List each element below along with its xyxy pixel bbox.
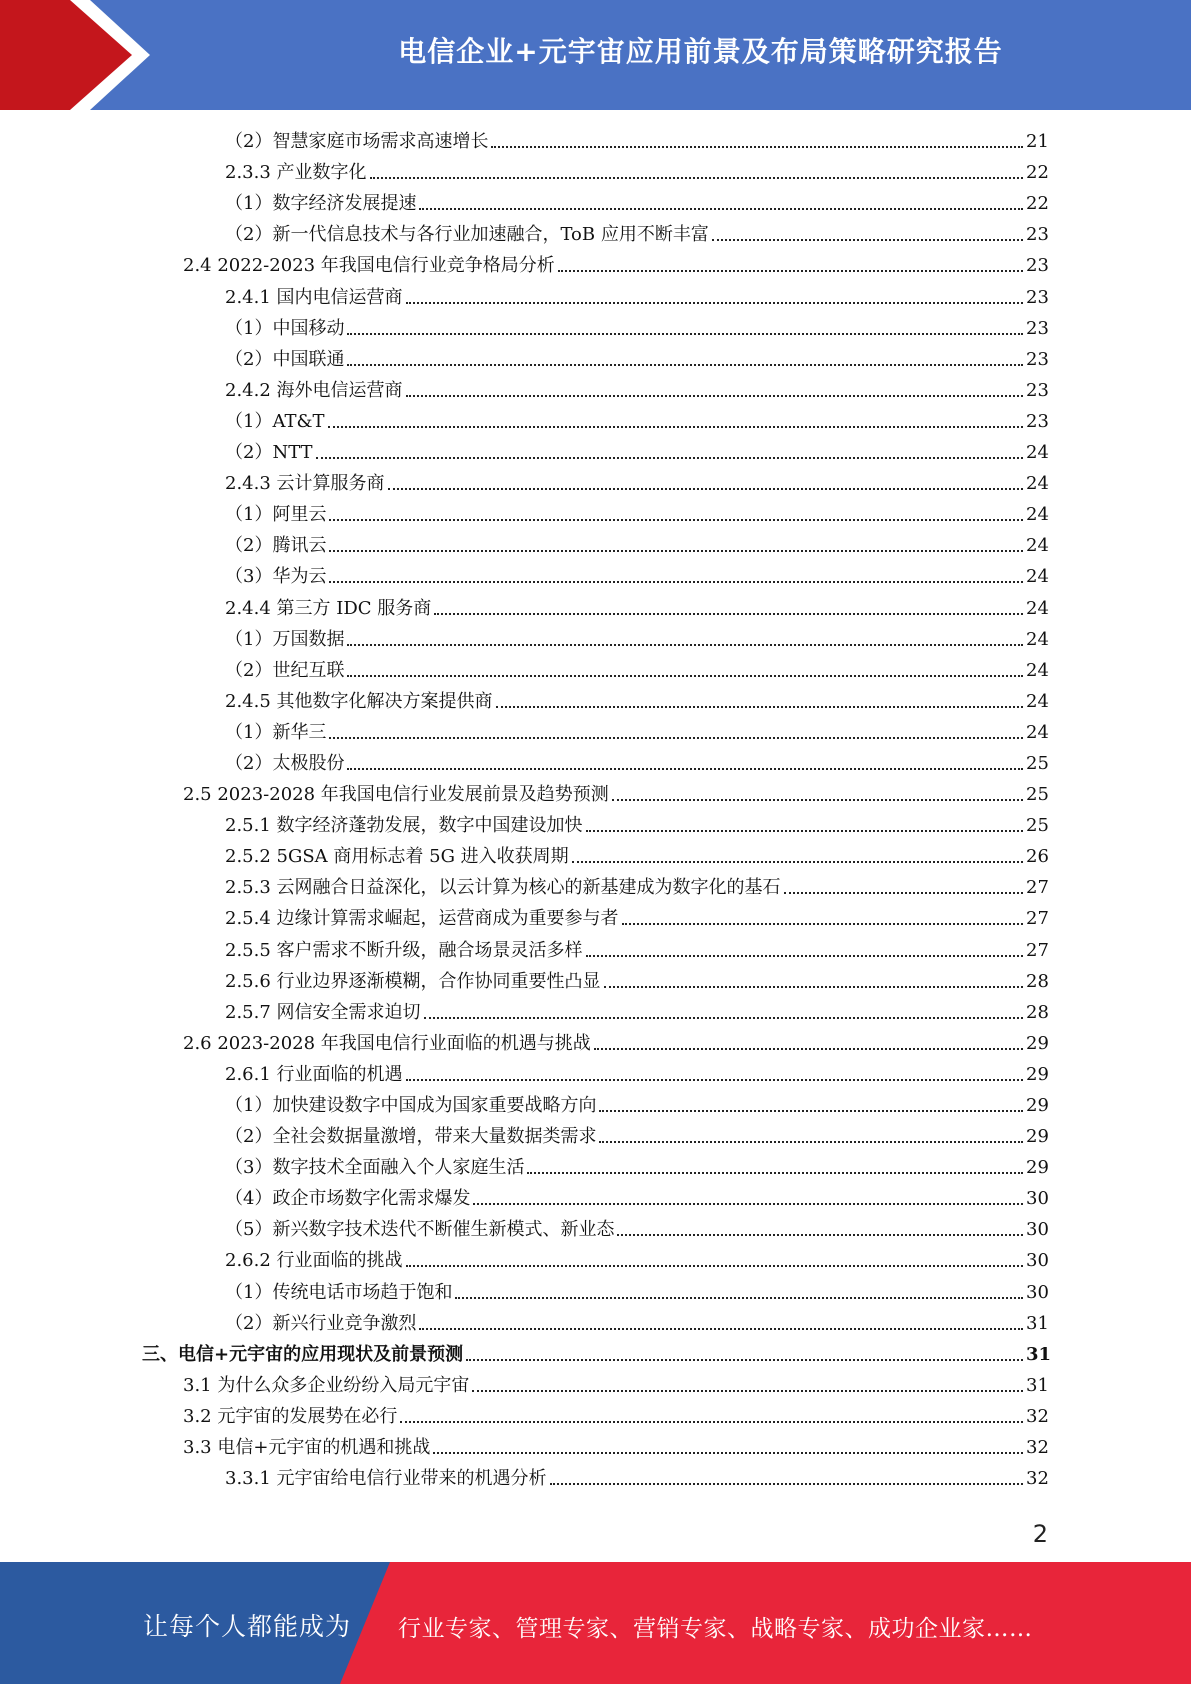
toc-entry-title: （2）NTT <box>225 442 313 464</box>
toc-entry[interactable] <box>0 965 1191 996</box>
toc-entry-title: 三、电信+元宇宙的应用现状及前景预测 <box>142 1343 464 1365</box>
toc-entry[interactable] <box>0 280 1191 311</box>
toc-entry[interactable] <box>0 623 1191 654</box>
toc-entry-title: 2.4.5 其他数字化解决方案提供商 <box>225 690 493 712</box>
toc-entry[interactable] <box>0 1182 1191 1213</box>
toc-entry-title: （3）数字技术全面融入个人家庭生活 <box>225 1157 525 1179</box>
toc-dot-leader <box>527 1172 1023 1174</box>
toc-dot-leader <box>347 768 1023 770</box>
toc-entry-title: （2）太极股份 <box>225 752 345 774</box>
toc-entry-page: 21 <box>1026 131 1049 153</box>
toc-dot-leader <box>599 1110 1023 1112</box>
toc-entry-title: 2.5.4 边缘计算需求崛起，运营商成为重要参与者 <box>225 908 619 930</box>
toc-entry[interactable] <box>0 716 1191 747</box>
toc-entry[interactable] <box>0 1120 1191 1151</box>
page-number: 2 <box>1032 1520 1048 1548</box>
toc-dot-leader <box>424 1017 1023 1019</box>
toc-dot-leader <box>400 1421 1023 1423</box>
toc-dot-leader <box>388 488 1023 490</box>
toc-entry[interactable] <box>0 591 1191 622</box>
toc-entry-title: （1）中国移动 <box>225 317 345 339</box>
toc-entry[interactable] <box>0 374 1191 405</box>
toc-entry[interactable] <box>0 1307 1191 1338</box>
toc-entry-page: 32 <box>1026 1405 1049 1427</box>
toc-entry[interactable] <box>0 125 1191 156</box>
toc-dot-leader <box>329 581 1023 583</box>
toc-entry-title: 2.6 2023-2028 年我国电信行业面临的机遇与挑战 <box>183 1032 591 1054</box>
toc-entry-title: （5）新兴数字技术迭代不断催生新模式、新业态 <box>225 1219 615 1241</box>
toc-entry-page: 27 <box>1026 908 1049 930</box>
toc-entry-page: 24 <box>1026 473 1049 495</box>
toc-entry-page: 28 <box>1026 1001 1049 1023</box>
toc-entry-title: （1）万国数据 <box>225 628 345 650</box>
header-arrow-red-icon <box>0 0 140 110</box>
toc-entry-title: （4）政企市场数字化需求爆发 <box>225 1188 471 1210</box>
toc-dot-leader <box>586 830 1023 832</box>
toc-dot-leader <box>347 675 1023 677</box>
report-title: 电信企业+元宇宙应用前景及布局策略研究报告 <box>398 35 1003 68</box>
toc-entry-page: 29 <box>1026 1157 1049 1179</box>
toc-entry-page: 29 <box>1026 1032 1049 1054</box>
toc-entry-page: 24 <box>1026 659 1049 681</box>
toc-entry[interactable] <box>0 218 1191 249</box>
toc-dot-leader <box>617 1234 1023 1236</box>
toc-entry-title: （2）新一代信息技术与各行业加速融合，ToB 应用不断丰富 <box>225 224 709 246</box>
toc-dot-leader <box>329 519 1023 521</box>
toc-entry-title: （2）智慧家庭市场需求高速增长 <box>225 131 489 153</box>
toc-entry-page: 26 <box>1026 846 1049 868</box>
toc-entry-page: 22 <box>1026 193 1049 215</box>
toc-dot-leader <box>558 270 1023 272</box>
toc-dot-leader <box>347 333 1023 335</box>
toc-entry-title: 3.2 元宇宙的发展势在必行 <box>183 1405 398 1427</box>
toc-entry[interactable] <box>0 467 1191 498</box>
toc-entry[interactable] <box>0 498 1191 529</box>
toc-entry[interactable] <box>0 1027 1191 1058</box>
toc-entry-page: 30 <box>1026 1188 1049 1210</box>
toc-entry[interactable] <box>0 1151 1191 1182</box>
toc-entry-title: 2.5 2023-2028 年我国电信行业发展前景及趋势预测 <box>183 784 609 806</box>
page-footer <box>0 1562 1191 1684</box>
toc-entry-title: 3.3.1 元宇宙给电信行业带来的机遇分析 <box>225 1468 547 1490</box>
toc-dot-leader <box>406 1079 1023 1081</box>
toc-entry-page: 24 <box>1026 721 1049 743</box>
toc-entry[interactable] <box>0 156 1191 187</box>
toc-entry-title: （2）腾讯云 <box>225 535 327 557</box>
toc-dot-leader <box>586 955 1023 957</box>
toc-entry[interactable] <box>0 933 1191 964</box>
toc-entry-page: 29 <box>1026 1095 1049 1116</box>
toc-entry-page: 24 <box>1026 690 1049 712</box>
toc-entry-page: 24 <box>1026 566 1049 588</box>
toc-dot-leader <box>604 986 1023 988</box>
toc-entry[interactable] <box>0 312 1191 343</box>
toc-dot-leader <box>496 706 1023 708</box>
toc-entry[interactable] <box>0 1089 1191 1120</box>
toc-entry-title: （1）传统电话市场趋于饱和 <box>225 1281 453 1303</box>
toc-entry[interactable] <box>0 1462 1191 1493</box>
toc-entry-page: 24 <box>1026 628 1049 650</box>
toc-dot-leader <box>491 146 1023 148</box>
toc-dot-leader <box>784 892 1023 894</box>
toc-entry-title: 2.6.2 行业面临的挑战 <box>225 1250 403 1272</box>
toc-entry-page: 32 <box>1026 1468 1049 1490</box>
toc-dot-leader <box>406 302 1023 304</box>
toc-entry[interactable] <box>0 343 1191 374</box>
toc-entry-page: 30 <box>1026 1281 1049 1303</box>
toc-entry-title: （3）华为云 <box>225 566 327 588</box>
toc-dot-leader <box>406 1265 1023 1267</box>
toc-entry[interactable] <box>0 996 1191 1027</box>
toc-entry-title: 2.5.3 云网融合日益深化，以云计算为核心的新基建成为数字化的基石 <box>225 877 781 899</box>
toc-entry[interactable] <box>0 187 1191 218</box>
toc-entry-title: （1）阿里云 <box>225 504 327 526</box>
toc-dot-leader <box>599 1141 1023 1143</box>
toc-dot-leader <box>433 1452 1023 1454</box>
toc-dot-leader <box>419 1328 1023 1330</box>
toc-entry-page: 32 <box>1026 1437 1049 1459</box>
footer-slogan-right: 行业专家、管理专家、营销专家、战略专家、成功企业家…… <box>398 1616 1033 1642</box>
toc-entry-page: 23 <box>1026 317 1049 339</box>
toc-dot-leader <box>434 613 1023 615</box>
toc-dot-leader <box>550 1483 1023 1485</box>
footer-slogan-left: 让每个人都能成为 <box>143 1612 352 1641</box>
toc-entry-page: 27 <box>1026 939 1049 961</box>
toc-entry[interactable] <box>0 1275 1191 1306</box>
toc-dot-leader <box>612 799 1023 801</box>
toc-dot-leader <box>473 1203 1023 1205</box>
toc-entry-page: 30 <box>1026 1250 1049 1272</box>
toc-entry-title: （1）加快建设数字中国成为国家重要战略方向 <box>225 1095 597 1116</box>
toc-entry[interactable] <box>0 778 1191 809</box>
toc-entry-title: 2.5.6 行业边界逐渐模糊，合作协同重要性凸显 <box>225 970 601 992</box>
toc-entry[interactable] <box>0 747 1191 778</box>
toc-entry-title: （2）全社会数据量激增，带来大量数据类需求 <box>225 1126 597 1148</box>
toc-entry-page: 30 <box>1026 1219 1049 1241</box>
toc-entry-page: 31 <box>1026 1374 1049 1396</box>
toc-entry-page: 24 <box>1026 535 1049 557</box>
toc-dot-leader <box>572 861 1023 863</box>
toc-dot-leader <box>329 550 1023 552</box>
toc-entry-title: 3.3 电信+元宇宙的机遇和挑战 <box>183 1437 431 1459</box>
toc-entry[interactable] <box>0 902 1191 933</box>
toc-entry[interactable] <box>0 1369 1191 1400</box>
toc-entry-page: 23 <box>1026 379 1049 401</box>
toc-entry-title: 2.4.3 云计算服务商 <box>225 473 385 495</box>
toc-entry-title: （2）中国联通 <box>225 348 345 370</box>
toc-entry[interactable] <box>0 1244 1191 1275</box>
toc-entry-page: 23 <box>1026 255 1049 277</box>
toc-entry-page: 25 <box>1026 784 1049 806</box>
toc-entry-title: （2）世纪互联 <box>225 659 345 681</box>
toc-dot-leader <box>370 177 1023 179</box>
toc-entry-title: 2.3.3 产业数字化 <box>225 162 367 184</box>
toc-entry-page: 25 <box>1026 815 1049 837</box>
toc-entry[interactable] <box>0 654 1191 685</box>
toc-dot-leader <box>316 457 1023 459</box>
toc-entry-page: 22 <box>1026 162 1049 184</box>
toc-dot-leader <box>329 737 1023 739</box>
toc-entry[interactable] <box>0 1338 1191 1369</box>
toc-dot-leader <box>594 1048 1023 1050</box>
toc-entry[interactable] <box>0 1431 1191 1462</box>
toc-entry[interactable] <box>0 685 1191 716</box>
toc-entry-page: 25 <box>1026 752 1049 774</box>
toc-entry-page: 24 <box>1026 442 1049 464</box>
toc-entry[interactable] <box>0 1400 1191 1431</box>
toc-entry-title: （2）新兴行业竞争激烈 <box>225 1312 417 1334</box>
page-header <box>0 0 1191 110</box>
toc-entry[interactable] <box>0 436 1191 467</box>
toc-entry-page: 29 <box>1026 1063 1049 1085</box>
toc-dot-leader <box>712 239 1023 241</box>
toc-entry-page: 24 <box>1026 504 1049 526</box>
toc-dot-leader <box>622 923 1023 925</box>
toc-entry-page: 23 <box>1026 224 1049 246</box>
toc-dot-leader <box>328 426 1023 428</box>
toc-entry-title: 2.5.7 网信安全需求迫切 <box>225 1001 421 1023</box>
table-of-contents <box>0 125 1191 1493</box>
toc-entry[interactable] <box>0 560 1191 591</box>
toc-dot-leader <box>347 364 1023 366</box>
toc-entry-title: 2.4 2022-2023 年我国电信行业竞争格局分析 <box>183 255 555 277</box>
toc-entry[interactable] <box>0 809 1191 840</box>
toc-entry-title: 3.1 为什么众多企业纷纷入局元宇宙 <box>183 1374 470 1396</box>
toc-dot-leader <box>419 208 1023 210</box>
toc-entry-title: （1）AT&T <box>225 410 325 432</box>
toc-entry-title: 2.4.2 海外电信运营商 <box>225 379 403 401</box>
toc-entry-title: 2.5.1 数字经济蓬勃发展，数字中国建设加快 <box>225 815 583 837</box>
toc-entry-page: 23 <box>1026 348 1049 370</box>
toc-entry[interactable] <box>0 529 1191 560</box>
toc-entry-title: （1）数字经济发展提速 <box>225 193 417 215</box>
toc-entry-title: 2.6.1 行业面临的机遇 <box>225 1063 403 1085</box>
toc-dot-leader <box>347 644 1023 646</box>
toc-entry-page: 31 <box>1026 1312 1049 1334</box>
toc-entry-page: 23 <box>1026 286 1049 308</box>
toc-dot-leader <box>472 1390 1023 1392</box>
toc-entry-page: 27 <box>1026 877 1049 899</box>
toc-entry[interactable] <box>0 871 1191 902</box>
toc-entry-page: 23 <box>1026 410 1049 432</box>
toc-entry-page: 29 <box>1026 1126 1049 1148</box>
toc-entry[interactable] <box>0 1213 1191 1244</box>
toc-entry-title: （1）新华三 <box>225 721 327 743</box>
toc-entry-title: 2.5.2 5GSA 商用标志着 5G 进入收获周期 <box>225 846 569 868</box>
toc-entry[interactable] <box>0 1058 1191 1089</box>
toc-entry[interactable] <box>0 405 1191 436</box>
toc-entry-title: 2.4.4 第三方 IDC 服务商 <box>225 597 432 619</box>
toc-dot-leader <box>455 1297 1023 1299</box>
toc-entry-page: 28 <box>1026 970 1049 992</box>
toc-entry[interactable] <box>0 840 1191 871</box>
toc-dot-leader <box>406 395 1023 397</box>
toc-entry-title: 2.4.1 国内电信运营商 <box>225 286 403 308</box>
toc-entry-title: 2.5.5 客户需求不断升级，融合场景灵活多样 <box>225 939 583 961</box>
toc-entry-page: 24 <box>1026 597 1049 619</box>
toc-entry[interactable] <box>0 249 1191 280</box>
toc-entry-page: 31 <box>1026 1343 1052 1365</box>
toc-dot-leader <box>466 1359 1023 1361</box>
